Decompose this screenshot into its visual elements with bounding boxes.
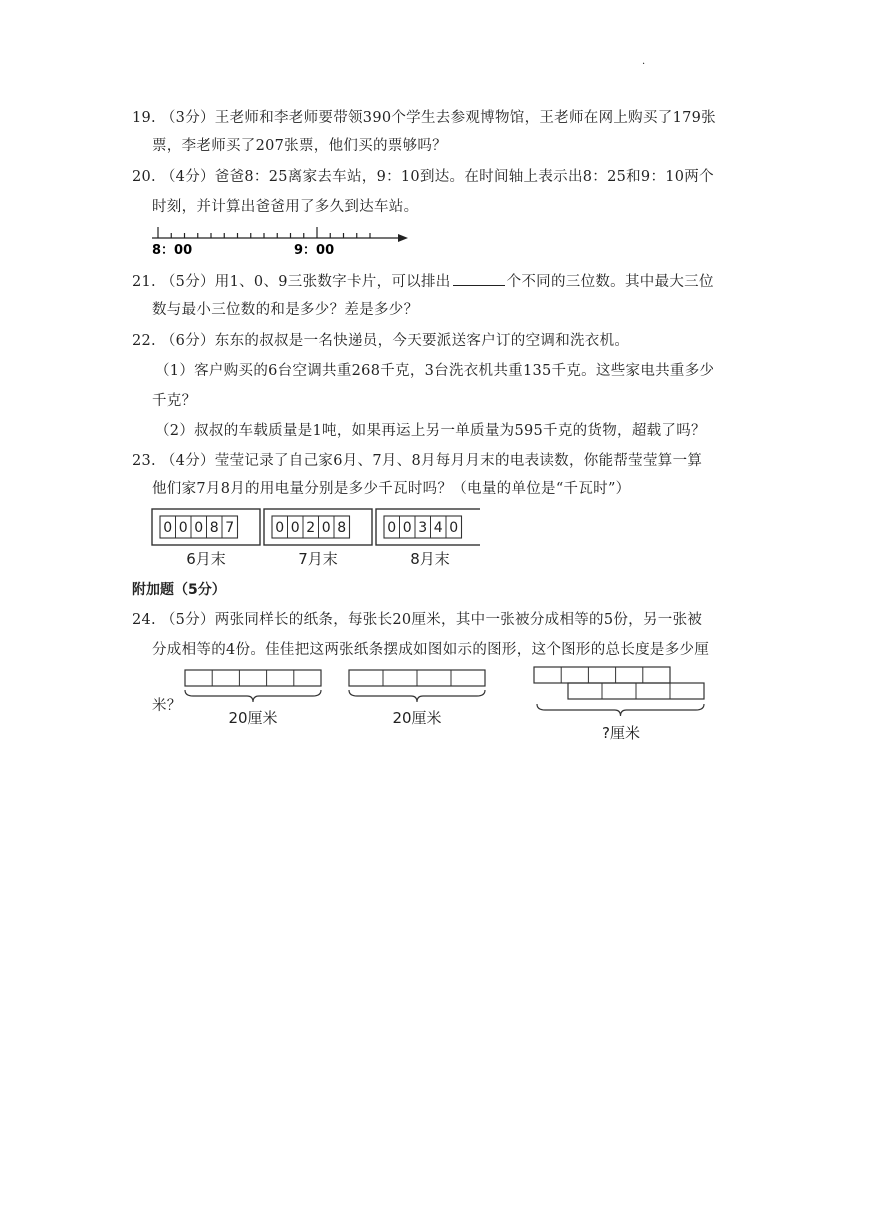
strip-1-brace — [185, 690, 321, 702]
time-axis-label-9: 9：00 — [294, 243, 335, 258]
meter-digit: 8 — [209, 520, 219, 536]
question-23-line-2: 他们家7月8月的用电量分别是多少千瓦时吗？（电量的单位是“千瓦时”） — [152, 481, 631, 497]
question-24-line-3: 米？ — [152, 698, 182, 714]
time-axis-arrow — [398, 234, 408, 242]
question-19-line-2: 票，李老师买了207张票，他们买的票够吗？ — [152, 138, 447, 154]
meter-digit: 3 — [418, 520, 428, 536]
meter-digit: 8 — [337, 520, 347, 536]
question-20-line-2: 时刻，并计算出爸爸用了多久到达车站。 — [152, 199, 419, 215]
meter-label: 6月末 — [186, 550, 226, 568]
paper-strip — [534, 667, 670, 683]
combined-label: ?厘米 — [602, 724, 640, 742]
bonus-heading: 附加题（5分） — [132, 582, 226, 598]
question-21-text-b: 个不同的三位数。其中最大三位 — [506, 274, 714, 290]
meter-digit: 4 — [433, 520, 443, 536]
question-22-line-1: 22. （6分）东东的叔叔是一名快递员，今天要派送客户订的空调和洗衣机。 — [132, 333, 630, 349]
answer-blank[interactable] — [453, 271, 505, 286]
page-mark: . — [642, 56, 646, 67]
meter-digit: 0 — [178, 520, 188, 536]
question-21-line-1 — [132, 270, 714, 291]
question-20-line-1: 20. （4分）爸爸8：25离家去车站，9：10到达。在时间轴上表示出8：25和9：10两个 — [132, 169, 714, 185]
time-axis-label-8: 8：00 — [152, 243, 193, 258]
paper-strip — [185, 670, 321, 686]
time-axis — [150, 224, 412, 260]
question-21-text-a: 21. （5分）用1、0、9三张数字卡片，可以排出 — [132, 274, 451, 290]
paper-strips-figure — [180, 664, 710, 744]
strip-1-label: 20厘米 — [228, 709, 278, 727]
meter-digit: 0 — [387, 520, 397, 536]
meter-digit: 2 — [306, 520, 316, 536]
meter-digit: 7 — [225, 520, 235, 536]
time-axis-ticks — [158, 227, 370, 238]
question-22-sub-2: （2）叔叔的车载质量是1吨，如果再运上另一单质量为595千克的货物，超载了吗？ — [155, 423, 706, 439]
strip-2-label: 20厘米 — [392, 709, 442, 727]
combined-brace — [537, 704, 704, 716]
meter-label: 7月末 — [298, 550, 338, 568]
question-21-line-2: 数与最小三位数的和是多少？差是多少？ — [152, 302, 419, 318]
question-24-line-2: 分成相等的4份。佳佳把这两张纸条摆成如图如示的图形，这个图形的总长度是多少厘 — [152, 642, 710, 658]
meter-digit: 0 — [321, 520, 331, 536]
meter-label: 8月末 — [410, 550, 450, 568]
meter-digit: 0 — [163, 520, 173, 536]
question-23-line-1: 23. （4分）莹莹记录了自己家6月、7月、8月每月月末的电表读数，你能帮莹莹算一算 — [132, 453, 703, 469]
question-24-line-1: 24. （5分）两张同样长的纸条，每张长20厘米，其中一张被分成相等的5份，另一张被 — [132, 612, 703, 628]
meter-digit: 0 — [194, 520, 204, 536]
meter-readings — [150, 508, 480, 570]
strip-2-brace — [349, 690, 485, 702]
question-22-sub-1-line-1: （1）客户购买的6台空调共重268千克，3台洗衣机共重135千克。这些家电共重多少 — [155, 363, 715, 379]
meter-digit: 0 — [290, 520, 300, 536]
meter-digit: 0 — [402, 520, 412, 536]
question-22-sub-1-line-2: 千克？ — [152, 393, 197, 409]
question-19-line-1: 19. （3分）王老师和李老师要带领390个学生去参观博物馆，王老师在网上购买了179张 — [132, 110, 716, 126]
meter-digit: 0 — [449, 520, 459, 536]
meter-digit: 0 — [275, 520, 285, 536]
